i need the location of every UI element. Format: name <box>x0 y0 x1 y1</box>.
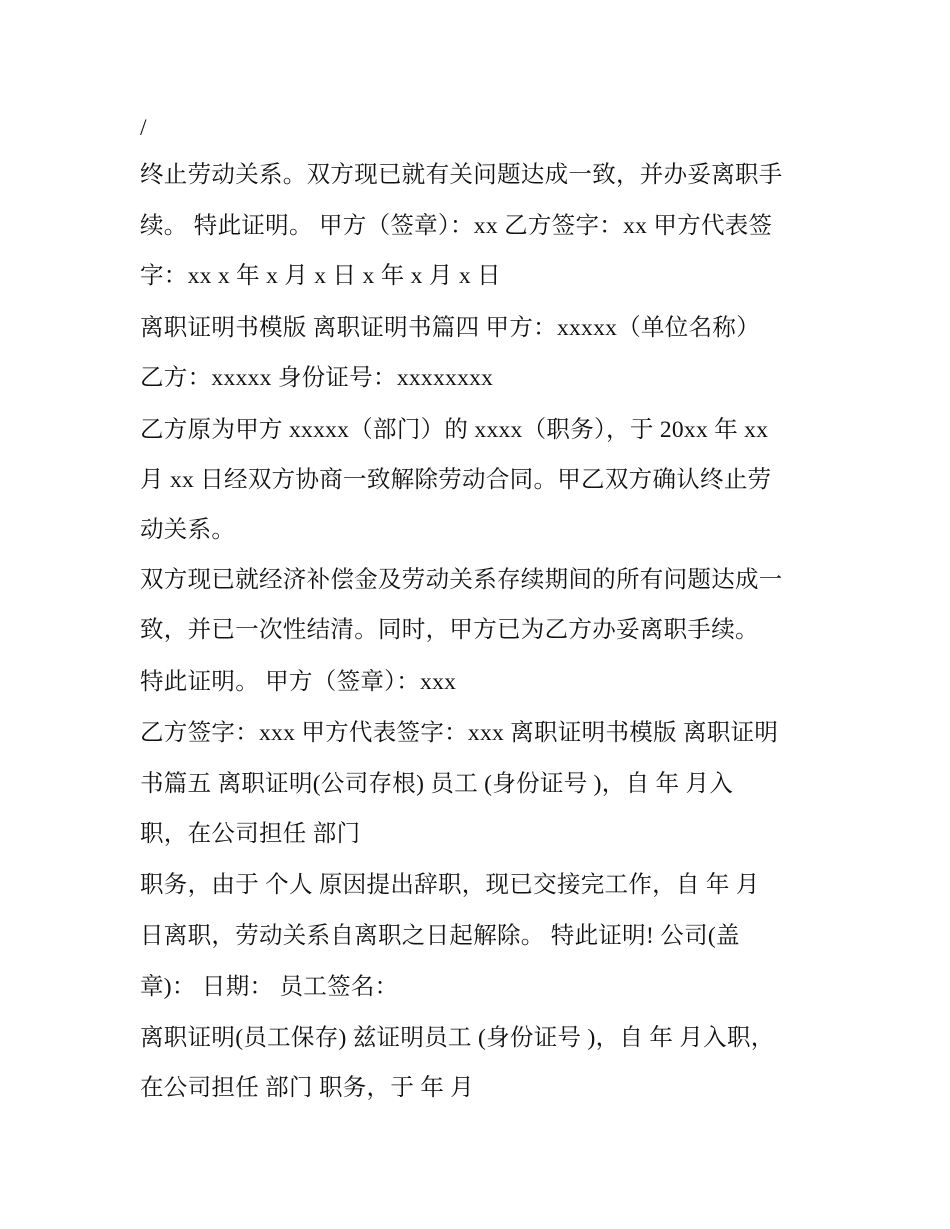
text-line: 乙方签字：xxx 甲方代表签字：xxx 离职证明书模版 离职证明 <box>140 720 779 746</box>
text-line: 章)： 日期： 员工签名： <box>140 974 399 1000</box>
text-line: 在公司担任 部门 职务，于 年 月 <box>140 1075 475 1101</box>
text-line: 离职证明(员工保存) 兹证明员工 (身份证号 )，自 年 月入职， <box>140 1025 775 1051</box>
text-line: 书篇五 离职证明(公司存根) 员工 (身份证号 )，自 年 月入 <box>140 771 734 797</box>
text-line: 职，在公司担任 部门 <box>140 821 361 847</box>
text-line: 字：xx x 年 x 月 x 日 x 年 x 月 x 日 <box>140 263 501 289</box>
text-line: 致，并已一次性结清。同时，甲方已为乙方办妥离职手续。 <box>140 617 759 643</box>
text-line: 特此证明。 甲方（签章）：xxx <box>140 669 457 695</box>
text-line: / <box>140 115 147 141</box>
text-line: 职务，由于 个人 原因提出辞职，现已交接完工作，自 年 月 <box>140 872 760 898</box>
text-line: 离职证明书模版 离职证明书篇四 甲方：xxxxx（单位名称） <box>140 315 760 341</box>
text-line: 双方现已就经济补偿金及劳动关系存续期间的所有问题达成一 <box>140 567 783 593</box>
text-line: 日离职，劳动关系自离职之日起解除。 特此证明! 公司(盖 <box>140 923 740 949</box>
text-line: 续。 特此证明。 甲方（签章）：xx 乙方签字：xx 甲方代表签 <box>140 213 773 239</box>
text-line: 月 xx 日经双方协商一致解除劳动合同。甲乙双方确认终止劳 <box>140 467 772 493</box>
text-line: 乙方：xxxxx 身份证号：xxxxxxxx <box>140 365 494 391</box>
text-line: 乙方原为甲方 xxxxx（部门）的 xxxx（职务），于 20xx 年 xx <box>140 417 769 443</box>
text-line: 终止劳动关系。双方现已就有关问题达成一致，并办妥离职手 <box>140 162 783 188</box>
text-line: 动关系。 <box>140 517 236 543</box>
